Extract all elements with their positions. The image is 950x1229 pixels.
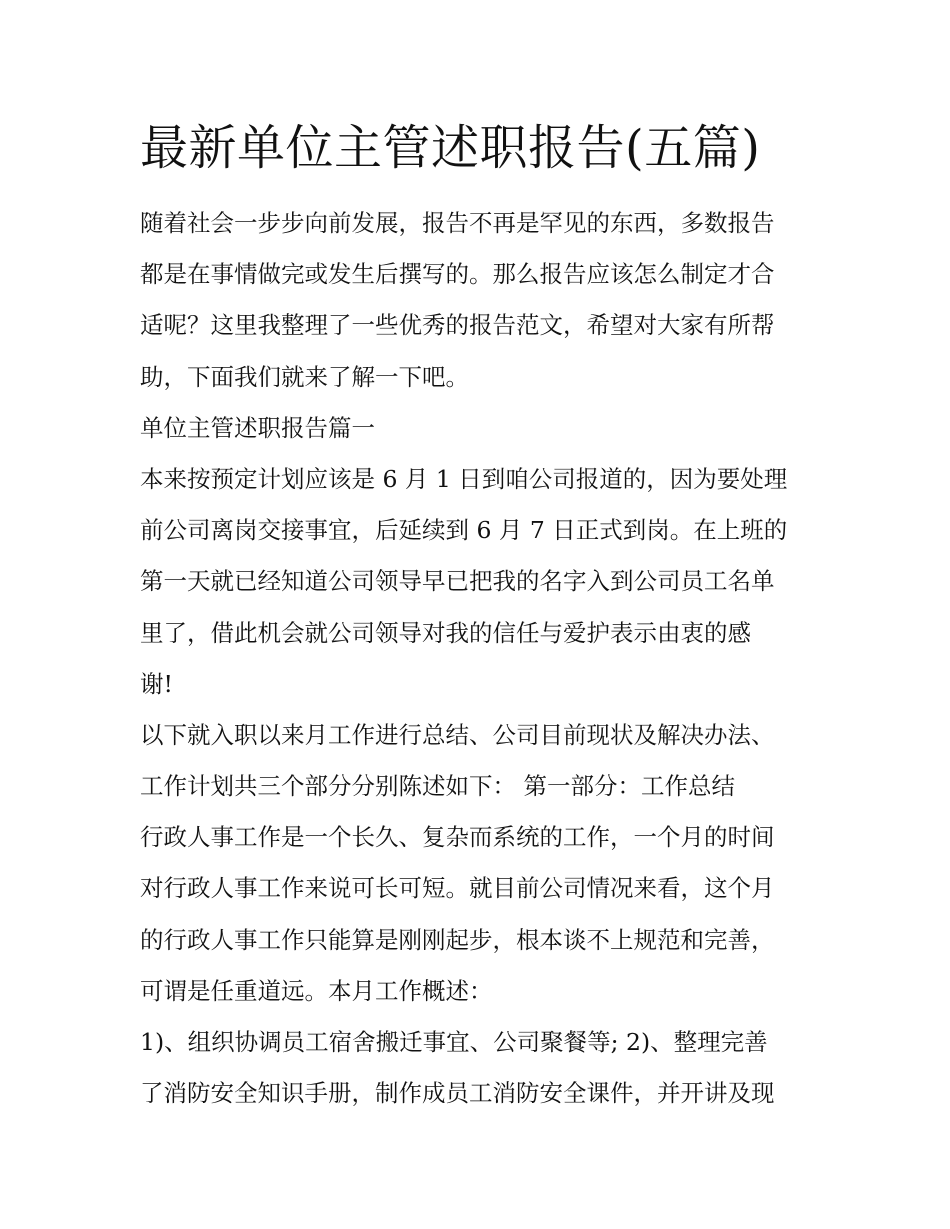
paragraph-line: 了消防安全知识手册，制作成员工消防安全课件，并开讲及现 — [140, 1079, 775, 1108]
paragraph-line: 本来按预定计划应该是 6 月 1 日到咱公司报道的，因为要处理 — [140, 464, 788, 493]
paragraph-line: 工作计划共三个部分分别陈述如下： 第一部分：工作总结 — [140, 772, 735, 801]
paragraph-line: 可谓是任重道远。本月工作概述： — [140, 976, 493, 1005]
paragraph-line: 以下就入职以来月工作进行总结、公司目前现状及解决办法、 — [140, 720, 775, 749]
paragraph-line: 1)、组织协调员工宿舍搬迁事宜、公司聚餐等; 2)、整理完善 — [140, 1028, 768, 1056]
paragraph-line: 对行政人事工作来说可长可短。就目前公司情况来看，这个月 — [140, 874, 775, 903]
section-heading: 单位主管述职报告篇一 — [140, 413, 375, 442]
paragraph-line: 前公司离岗交接事宜，后延续到 6 月 7 日正式到岗。在上班的 — [140, 516, 788, 545]
paragraph-line: 的行政人事工作只能算是刚刚起步，根本谈不上规范和完善， — [140, 925, 775, 954]
paragraph-line: 里了，借此机会就公司领导对我的信任与爱护表示由衷的感 — [140, 618, 751, 647]
paragraph-line: 随着社会一步步向前发展，报告不再是罕见的东西，多数报告 — [140, 209, 775, 237]
paragraph-line: 都是在事情做完或发生后撰写的。那么报告应该怎么制定才合 — [140, 260, 775, 289]
paragraph-line: 第一天就已经知道公司领导早已把我的名字入到公司员工名单 — [140, 567, 775, 596]
paragraph-line: 行政人事工作是一个长久、复杂而系统的工作，一个月的时间 — [140, 823, 775, 852]
document-title: 最新单位主管述职报告(五篇) — [140, 120, 761, 176]
document-body — [140, 198, 820, 1119]
paragraph-line: 适呢？这里我整理了一些优秀的报告范文，希望对大家有所帮 — [140, 311, 775, 340]
paragraph-line: 助，下面我们就来了解一下吧。 — [140, 362, 469, 391]
paragraph-line: 谢! — [140, 669, 173, 698]
